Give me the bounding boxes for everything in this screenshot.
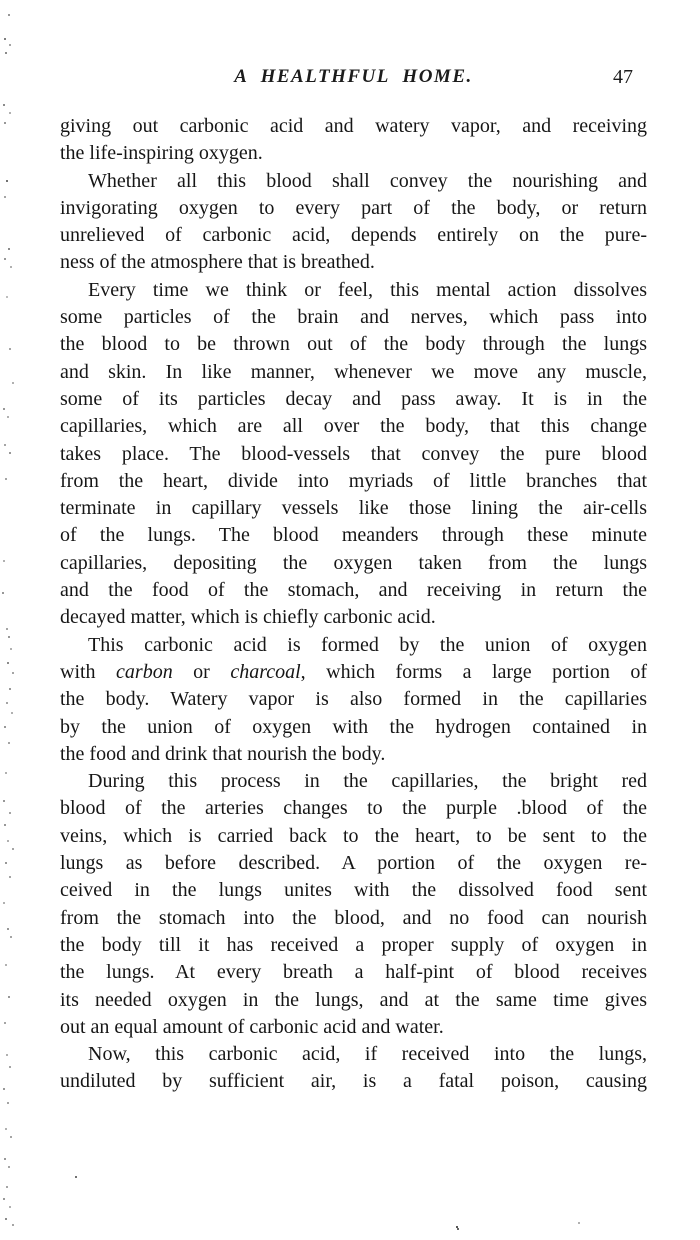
text-segment: its needed oxygen in the lungs, and at the same time gives [60, 988, 647, 1011]
text-segment: and the food of the stomach, and receiving in return the [60, 579, 647, 602]
text-segment: the life-inspiring oxygen. [60, 142, 263, 165]
text-segment: Every time we think or feel, this mental action dissolves [88, 278, 647, 301]
page-header [60, 66, 647, 90]
text-segment: ceived in the lungs unites with the dissolved food sent [60, 879, 647, 902]
paragraph-continuation [60, 113, 647, 168]
text-segment: ness of the atmosphere that is breathed. [60, 251, 375, 274]
paragraph [60, 277, 647, 632]
text-segment: the body. Watery vapor is also formed in the capillaries [60, 688, 647, 711]
text-line [60, 1041, 647, 1068]
text-line [60, 823, 647, 850]
text-line [60, 113, 647, 140]
paragraph [60, 632, 647, 768]
text-segment: from the stomach into the blood, and no food can nourish [60, 906, 647, 929]
text-segment: with [60, 660, 117, 683]
scan-noise-speckles [0, 0, 2, 2]
page-number: 47 [613, 66, 633, 88]
text-segment: giving out carbonic acid and watery vapor, and receiving [60, 115, 647, 137]
text-segment: unrelieved of carbonic acid, depends entirely on the pure- [60, 224, 647, 247]
text-line [60, 277, 647, 304]
text-line [60, 468, 647, 495]
text-line [60, 304, 647, 331]
text-line [60, 686, 647, 713]
text-line [60, 877, 647, 904]
text-line [60, 959, 647, 986]
text-segment: by the union of oxygen with the hydrogen contained in [60, 715, 647, 738]
text-segment: out an equal amount of carbonic acid and water. [60, 1015, 444, 1038]
text-line [60, 1014, 647, 1041]
text-line [60, 1068, 647, 1095]
text-line [60, 359, 647, 386]
text-segment: from the heart, divide into myriads of little branches that [60, 469, 647, 492]
text-segment: or [172, 660, 231, 683]
paragraph [60, 1041, 647, 1096]
italic-term: carbon [116, 660, 173, 683]
text-segment: During this process in the capillaries, the bright red [88, 770, 647, 793]
text-line [60, 386, 647, 413]
text-line [60, 140, 647, 167]
text-line [60, 741, 647, 768]
text-line [60, 932, 647, 959]
text-line [60, 795, 647, 822]
text-segment: some of its particles decay and pass away. It is in the [60, 387, 647, 410]
text-segment: takes place. The blood-vessels that convey the pure blood [60, 442, 647, 465]
text-segment: , which forms a large portion of [300, 660, 647, 683]
text-line [60, 550, 647, 577]
text-segment: of the lungs. The blood meanders through these minute [60, 524, 647, 547]
text-segment: and skin. In like manner, whenever we move any muscle, [60, 360, 647, 383]
text-segment: some particles of the brain and nerves, which pass into [60, 306, 647, 329]
text-line [60, 768, 647, 795]
page-body [60, 113, 647, 1096]
text-segment: veins, which is carried back to the heart, to be sent to the [60, 824, 647, 847]
text-segment: invigorating oxygen to every part of the body, or return [60, 196, 647, 219]
text-segment: the body till it has received a proper supply of oxygen in [60, 933, 647, 956]
text-line [60, 168, 647, 195]
text-line [60, 495, 647, 522]
text-line [60, 195, 647, 222]
text-line [60, 441, 647, 468]
text-segment: blood of the arteries changes to the purple .blood of the [60, 797, 647, 820]
text-line [60, 604, 647, 631]
paragraph [60, 168, 647, 277]
text-line [60, 331, 647, 358]
paragraph [60, 768, 647, 1041]
text-segment: decayed matter, which is chiefly carbonic acid. [60, 606, 436, 629]
text-line [60, 632, 647, 659]
text-segment: the lungs. At every breath a half-pint of blood receives [60, 961, 647, 984]
running-title: A HEALTHFUL HOME. [234, 66, 473, 87]
text-line [60, 714, 647, 741]
text-line [60, 413, 647, 440]
text-line [60, 522, 647, 549]
text-line [60, 249, 647, 276]
text-segment: Now, this carbonic acid, if received into the lungs, [88, 1043, 647, 1066]
italic-term: charcoal [230, 660, 301, 683]
text-segment: the food and drink that nourish the body. [60, 742, 386, 765]
text-segment: the blood to be thrown out of the body through the lungs [60, 333, 647, 356]
text-segment: capillaries, which are all over the body, that this change [60, 415, 647, 438]
text-segment: undiluted by sufficient air, is a fatal poison, causing [60, 1070, 647, 1093]
text-line [60, 577, 647, 604]
text-line [60, 850, 647, 877]
text-segment: This carbonic acid is formed by the union of oxygen [88, 633, 647, 656]
text-line [60, 659, 647, 686]
text-line [60, 905, 647, 932]
text-segment: lungs as before described. A portion of the oxygen re- [60, 852, 647, 875]
text-segment: terminate in capillary vessels like those lining the air-cells [60, 497, 647, 520]
text-segment: capillaries, depositing the oxygen taken from the lungs [60, 551, 647, 574]
text-line [60, 987, 647, 1014]
text-segment: Whether all this blood shall convey the nourishing and [88, 169, 647, 192]
text-line [60, 222, 647, 249]
